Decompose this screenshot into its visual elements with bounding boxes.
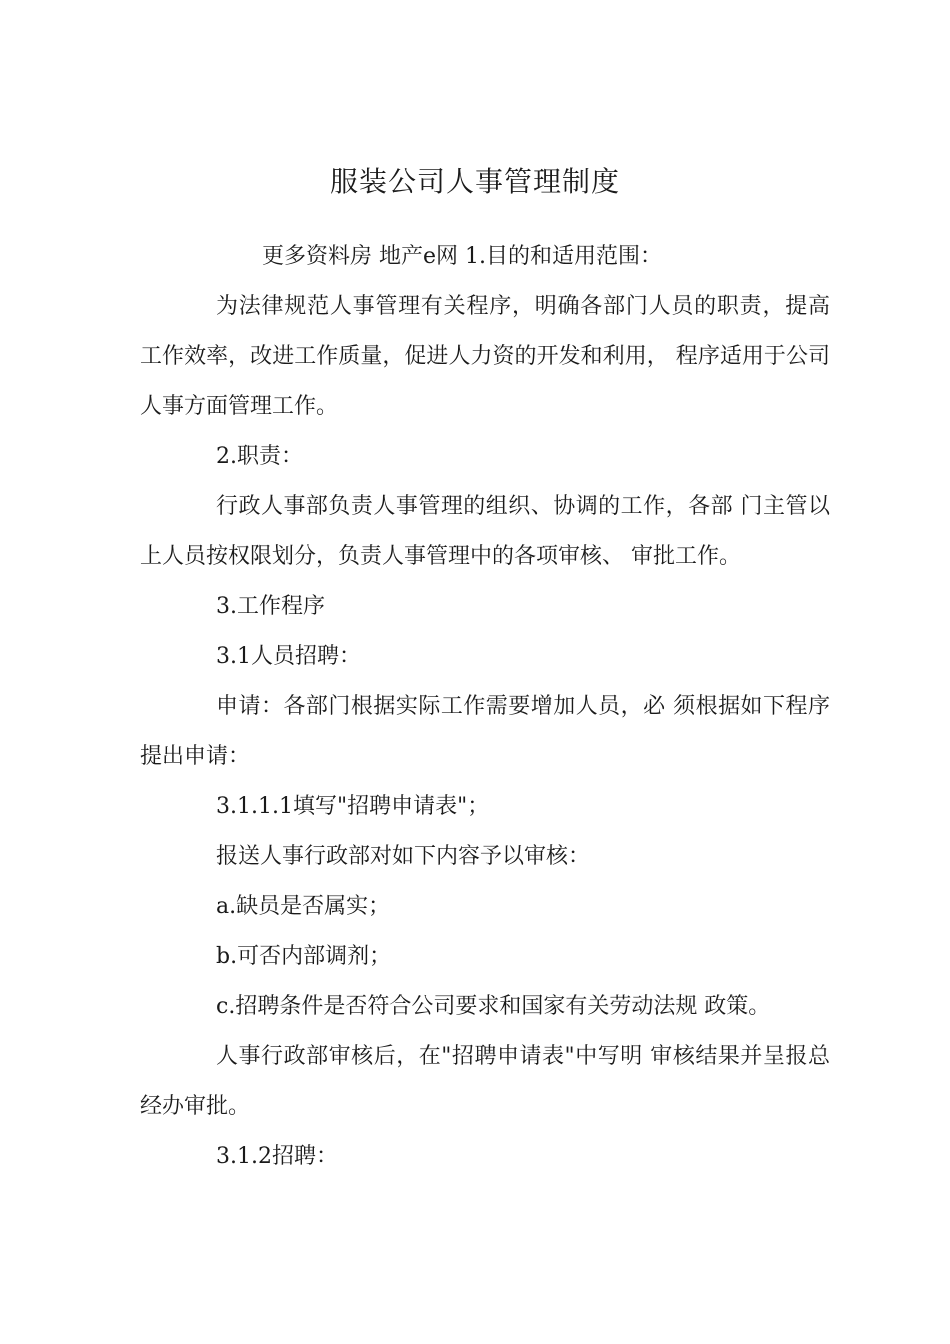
section-heading-procedure: 3.工作程序	[216, 594, 325, 619]
document-body	[140, 232, 830, 1182]
paragraph-responsibilities: 行政人事部负责人事管理的组织、协调的工作，各部 门主管以上人员按权限划分，负责人事管理中的各项审核、 审批工作。	[140, 494, 830, 569]
paragraph-fill-form: 3.1.1.1填写"招聘申请表"；	[216, 794, 490, 819]
section-heading-recruitment: 3.1人员招聘：	[216, 644, 361, 669]
list-item-c: c.招聘条件是否符合公司要求和国家有关劳动法规 政策。	[216, 994, 771, 1019]
paragraph-purpose: 为法律规范人事管理有关程序，明确各部门人员的职责，提高工作效率，改进工作质量，促进人力资的开发和利用， 程序适用于公司人事方面管理工作。	[140, 294, 830, 419]
paragraph-review-result: 人事行政部审核后，在"招聘申请表"中写明 审核结果并呈报总经办审批。	[140, 1044, 830, 1119]
list-item-a: a.缺员是否属实；	[216, 894, 391, 919]
document-title: 服装公司人事管理制度	[329, 165, 620, 198]
paragraph-review-intro: 报送人事行政部对如下内容予以审核：	[216, 844, 591, 869]
section-heading-hiring: 3.1.2招聘：	[216, 1144, 338, 1169]
list-item-b: b.可否内部调剂；	[216, 944, 392, 969]
paragraph-application: 申请：各部门根据实际工作需要增加人员，必 须根据如下程序提出申请：	[140, 694, 830, 769]
paragraph-source-and-scope: 更多资料房 地产e网 1.目的和适用范围：	[262, 244, 662, 269]
section-heading-responsibilities: 2.职责：	[216, 444, 303, 469]
